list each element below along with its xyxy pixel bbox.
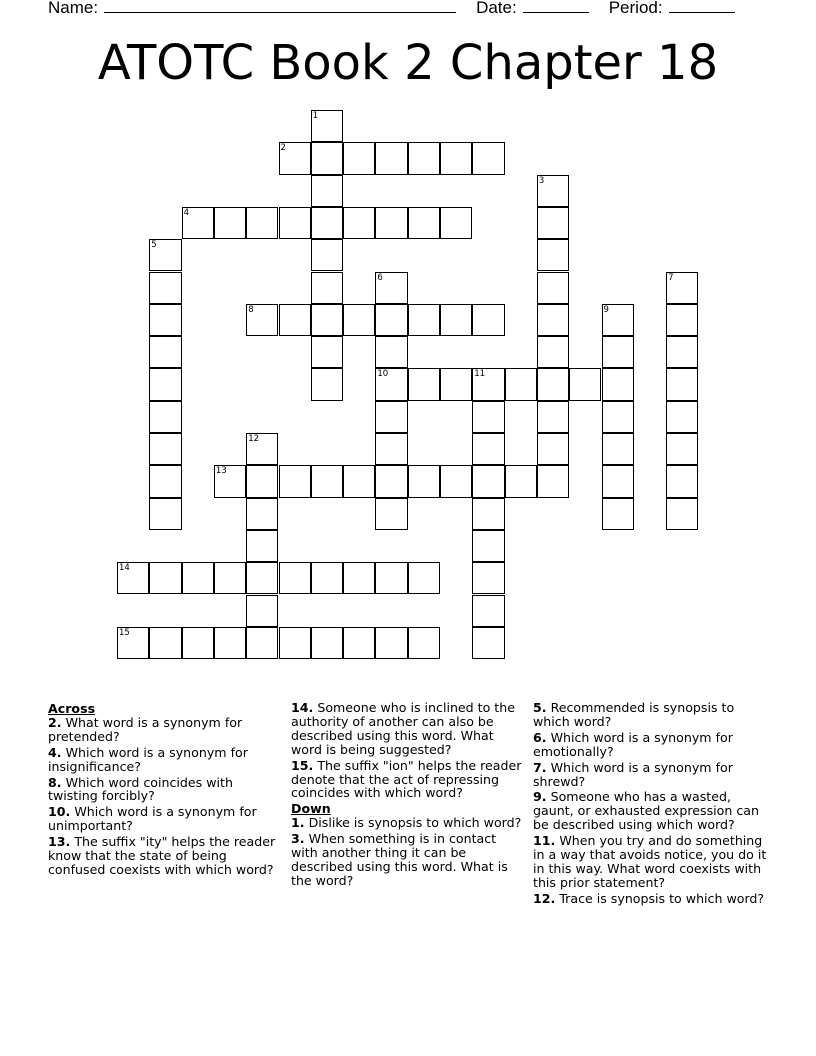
grid-cell[interactable]	[375, 272, 407, 304]
grid-cell[interactable]	[149, 562, 181, 594]
grid-cell[interactable]	[472, 433, 504, 465]
clue-across-2: 2. What word is a synonym for pretended?	[48, 714, 243, 744]
grid-cell[interactable]	[279, 562, 311, 594]
grid-cell[interactable]	[311, 207, 343, 239]
grid-cell[interactable]	[375, 207, 407, 239]
grid-cell[interactable]	[537, 272, 569, 304]
clue-down-6: 6. Which word is a synonym for emotionally?	[533, 729, 733, 759]
grid-cell[interactable]	[246, 595, 278, 627]
grid-cell[interactable]	[375, 562, 407, 594]
clues-column-3	[533, 701, 769, 908]
cell-number: 2	[280, 143, 286, 154]
grid-cell[interactable]	[666, 272, 698, 304]
grid-cell[interactable]	[472, 595, 504, 627]
grid-cell[interactable]	[149, 304, 181, 336]
grid-cell[interactable]	[279, 465, 311, 497]
grid-cell[interactable]	[537, 465, 569, 497]
grid-cell[interactable]	[537, 336, 569, 368]
grid-cell[interactable]	[408, 627, 440, 659]
cell-number: 4	[183, 207, 190, 218]
grid-cell[interactable]	[408, 207, 440, 239]
clue-down-11: 11. When you try and do something in a way that avoids notice, you do it in this way. What word coexists with this prior statement?	[533, 833, 767, 890]
grid-cell[interactable]	[375, 368, 407, 400]
cell-number: 11	[474, 369, 486, 380]
grid-cell[interactable]	[214, 465, 246, 497]
cell-number: 8	[248, 304, 254, 315]
grid-cell[interactable]	[343, 207, 375, 239]
grid-cell[interactable]	[246, 498, 278, 530]
cell-number: 7	[668, 272, 674, 283]
grid-cell[interactable]	[214, 207, 246, 239]
grid-cell[interactable]	[343, 627, 375, 659]
grid-cell[interactable]	[472, 401, 504, 433]
grid-cell[interactable]	[375, 627, 407, 659]
cell-number: 12	[248, 434, 260, 444]
cell-number: 9	[603, 304, 609, 315]
grid-cell[interactable]	[149, 336, 181, 368]
clue-down-1: 1. Dislike is synopsis to which word?	[291, 815, 522, 831]
grid-cell[interactable]	[311, 239, 343, 271]
grid-cell[interactable]	[149, 401, 181, 433]
grid-cell[interactable]	[311, 336, 343, 368]
grid-cell[interactable]	[537, 368, 569, 400]
grid-cell[interactable]	[311, 368, 343, 400]
grid-cell[interactable]	[375, 498, 407, 530]
grid-cell[interactable]	[311, 627, 343, 659]
date-label: Date:	[476, 0, 517, 17]
grid-cell[interactable]	[440, 304, 472, 336]
clue-across-14: 14. Someone who is inclined to the authority of another can also be described using this word. What word is being suggested?	[291, 700, 515, 757]
grid-cell[interactable]	[311, 304, 343, 336]
clue-across-15: 15. The suffix "ion" helps the reader denote that the act of repressing coincides with which word?	[291, 757, 522, 801]
grid-cell[interactable]	[311, 175, 343, 207]
period-label: Period:	[608, 0, 663, 17]
grid-cell[interactable]	[505, 368, 537, 400]
grid-cell[interactable]	[537, 207, 569, 239]
grid-cell[interactable]	[117, 562, 149, 594]
grid-cell[interactable]	[279, 627, 311, 659]
grid-cell[interactable]	[343, 304, 375, 336]
grid-cell[interactable]	[408, 142, 440, 174]
grid-cell[interactable]	[246, 627, 278, 659]
grid-cell[interactable]	[149, 465, 181, 497]
grid-cell[interactable]	[666, 368, 698, 400]
grid-cell[interactable]	[472, 627, 504, 659]
grid-cell[interactable]	[182, 207, 214, 239]
grid-cell[interactable]	[472, 530, 504, 562]
grid-cell[interactable]	[537, 433, 569, 465]
grid-cell[interactable]	[214, 627, 246, 659]
grid-cell[interactable]	[149, 239, 181, 271]
grid-cell[interactable]	[343, 142, 375, 174]
clues-column-1	[48, 701, 280, 879]
grid-cell[interactable]	[537, 401, 569, 433]
grid-cell[interactable]	[246, 304, 278, 336]
clue-across-8: 8. Which word coincides with twisting forcibly?	[48, 774, 233, 804]
grid-cell[interactable]	[149, 368, 181, 400]
clue-down-12: 12. Trace is synopsis to which word?	[533, 890, 765, 906]
grid-cell[interactable]	[666, 304, 698, 336]
grid-cell[interactable]	[214, 562, 246, 594]
cell-number: 15	[119, 627, 130, 638]
grid-cell[interactable]	[440, 368, 472, 400]
grid-cell[interactable]	[149, 627, 181, 659]
grid-cell[interactable]	[472, 304, 504, 336]
cell-number: 3	[538, 175, 545, 186]
grid-cell[interactable]	[311, 562, 343, 594]
grid-cell[interactable]	[246, 465, 278, 497]
cell-number: 6	[377, 272, 383, 283]
grid-cell[interactable]	[311, 465, 343, 497]
cell-number: 14	[119, 563, 130, 574]
grid-cell[interactable]	[602, 401, 634, 433]
grid-cell[interactable]	[602, 498, 634, 530]
grid-cell[interactable]	[375, 142, 407, 174]
grid-cell[interactable]	[182, 562, 214, 594]
clue-down-7: 7. Which word is a synonym for shrewd?	[533, 759, 733, 789]
grid-cell[interactable]	[279, 304, 311, 336]
grid-cell[interactable]	[440, 465, 472, 497]
grid-cell[interactable]	[602, 336, 634, 368]
grid-cell[interactable]	[149, 433, 181, 465]
grid-cell[interactable]	[408, 304, 440, 336]
grid-cell[interactable]	[472, 142, 504, 174]
clues-column-2	[291, 701, 525, 890]
grid-cell[interactable]	[602, 433, 634, 465]
name-label: Name:	[48, 0, 99, 17]
grid-cell[interactable]	[666, 401, 698, 433]
grid-cell[interactable]	[472, 465, 504, 497]
grid-cell[interactable]	[408, 465, 440, 497]
clue-down-9: 9. Someone who has a wasted, gaunt, or exhausted expression can be described using which word?	[533, 789, 759, 833]
grid-cell[interactable]	[537, 175, 569, 207]
clue-across-10: 10. Which word is a synonym for unimportant?	[48, 804, 257, 834]
grid-cell[interactable]	[149, 272, 181, 304]
grid-cell[interactable]	[375, 465, 407, 497]
grid-cell[interactable]	[343, 465, 375, 497]
grid-cell[interactable]	[279, 142, 311, 174]
grid-cell[interactable]	[440, 142, 472, 174]
grid-cell[interactable]	[440, 207, 472, 239]
grid-cell[interactable]	[537, 239, 569, 271]
grid-cell[interactable]	[246, 207, 278, 239]
grid-cell[interactable]	[472, 562, 504, 594]
grid-cell[interactable]	[311, 110, 343, 142]
grid-cell[interactable]	[246, 433, 278, 465]
grid-cell[interactable]	[602, 304, 634, 336]
cell-number: 1	[312, 111, 319, 121]
grid-cell[interactable]	[537, 304, 569, 336]
grid-cell[interactable]	[375, 336, 407, 368]
clue-across-13: 13. The suffix "ity" helps the reader know that the state of being confused coexists with which word?	[48, 834, 276, 877]
clue-down-3: 3. When something is in contact with another thing it can be described using this word. What is the word?	[291, 831, 508, 888]
clue-across-4: 4. Which word is a synonym for insignificance?	[48, 744, 248, 774]
grid-cell[interactable]	[375, 433, 407, 465]
grid-cell[interactable]	[343, 562, 375, 594]
cell-number: 5	[151, 240, 157, 251]
grid-cell[interactable]	[472, 368, 504, 400]
page-title: ATOTC Book 2 Chapter 18	[97, 35, 719, 91]
grid-cell[interactable]	[182, 627, 214, 659]
grid-cell[interactable]	[149, 498, 181, 530]
down-heading: Down	[291, 801, 331, 817]
across-heading: Across	[48, 701, 96, 716]
grid-cell[interactable]	[666, 433, 698, 465]
grid-cell[interactable]	[375, 304, 407, 336]
grid-cell[interactable]	[311, 142, 343, 174]
cell-number: 13	[215, 466, 227, 477]
grid-cell[interactable]	[246, 562, 278, 594]
grid-cell[interactable]	[602, 368, 634, 400]
grid-cell[interactable]	[408, 368, 440, 400]
grid-cell[interactable]	[602, 465, 634, 497]
grid-cell[interactable]	[279, 207, 311, 239]
grid-cell[interactable]	[666, 498, 698, 530]
clue-down-5: 5. Recommended is synopsis to which word?	[533, 700, 735, 729]
grid-cell[interactable]	[505, 465, 537, 497]
grid-cell[interactable]	[569, 368, 601, 400]
grid-cell[interactable]	[666, 465, 698, 497]
cell-number: 10	[377, 369, 389, 380]
grid-cell[interactable]	[666, 336, 698, 368]
grid-cell[interactable]	[311, 272, 343, 304]
grid-cell[interactable]	[117, 627, 149, 659]
grid-cell[interactable]	[375, 401, 407, 433]
grid-cell[interactable]	[472, 498, 504, 530]
grid-cell[interactable]	[246, 530, 278, 562]
grid-cell[interactable]	[408, 562, 440, 594]
